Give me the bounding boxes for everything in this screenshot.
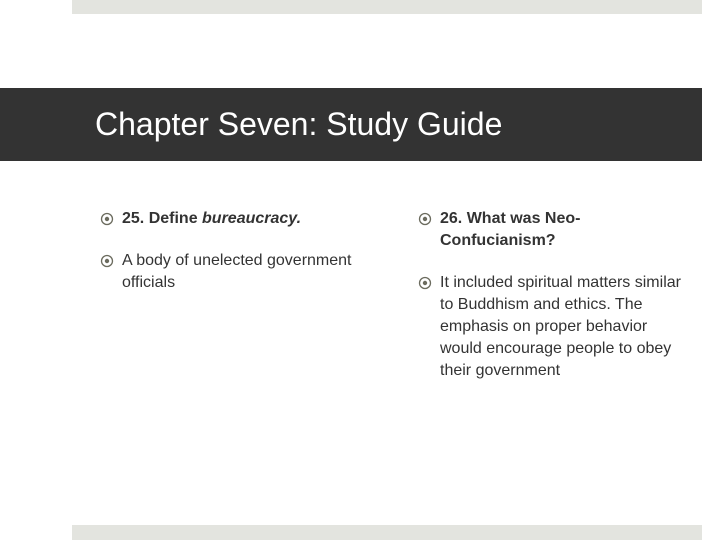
circled-dot-bullet-icon <box>100 212 114 226</box>
answer-25 <box>100 250 390 294</box>
question-26 <box>418 208 688 252</box>
question-25-term: bureaucracy. <box>202 210 302 227</box>
question-25 <box>100 208 390 230</box>
bottom-accent-bar <box>72 525 702 540</box>
answer-26-text: It included spiritual matters similar to Buddhism and ethics. The emphasis on proper behavior would encourage people to obey their government <box>440 274 681 379</box>
answer-25-text: A body of unelected government officials <box>122 252 352 291</box>
circled-dot-bullet-icon <box>100 254 114 268</box>
top-accent-bar <box>72 0 702 14</box>
circled-dot-bullet-icon <box>418 276 432 290</box>
left-column <box>100 208 390 294</box>
answer-26 <box>418 272 688 382</box>
right-column <box>418 208 688 382</box>
circled-dot-bullet-icon <box>418 212 432 226</box>
question-26-text: 26. What was Neo-Confucianism? <box>440 210 581 249</box>
question-25-prefix: 25. Define <box>122 210 203 227</box>
slide-title: Chapter Seven: Study Guide <box>95 106 503 142</box>
